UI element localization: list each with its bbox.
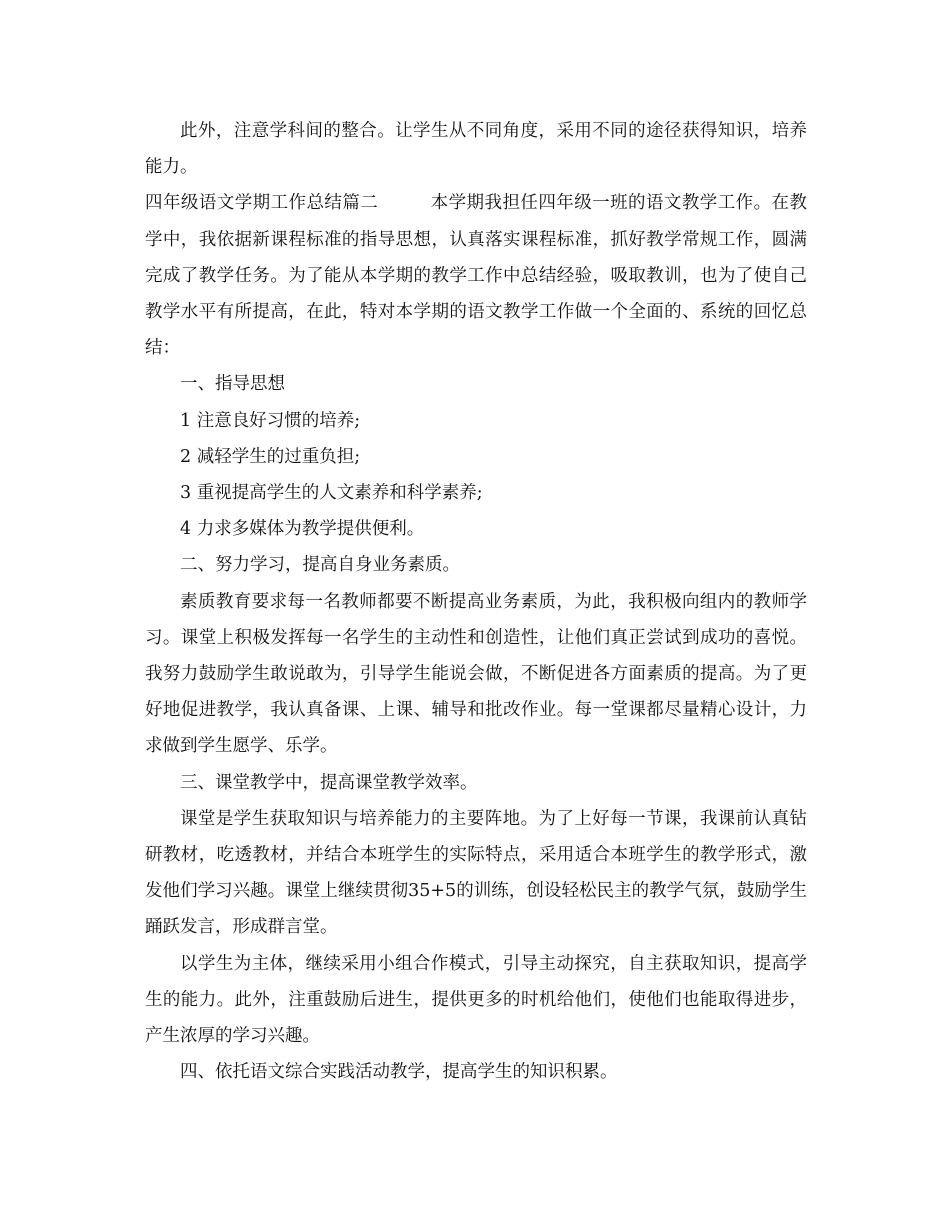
list-item-2: 2 减轻学生的过重负担; <box>180 446 361 467</box>
paragraph-student-centered: 以学生为主体，继续采用小组合作模式，引导主动探究，自主获取知识，提高学生的能力。此外，注重鼓励后进生，提供更多的时机给他们，使他们也能取得进步，产生浓厚的学习兴趣。 <box>145 953 807 1047</box>
list-item-4: 4 力求多媒体为教学提供便利。 <box>180 519 425 540</box>
section-title: 四年级语文学期工作总结篇二 <box>145 193 379 214</box>
paragraph-quality-education: 素质教育要求每一名教师都要不断提高业务素质，为此，我积极向组内的教师学习。课堂上积极发挥每一名学生的主动性和创造性，让他们真正尝试到成功的喜悦。我努力鼓励学生敢说敢为，引导学生能说会做，不断促进各方面素质的提高。为了更好地促进教学，我认真备课、上课、辅导和批改作业。每一堂课都尽量精心设计，力求做到学生愿学、乐学。 <box>145 591 807 757</box>
list-item-1: 1 注意良好习惯的培养; <box>180 410 361 431</box>
paragraph-classroom: 课堂是学生获取知识与培养能力的主要阵地。为了上好每一节课，我课前认真钻研教材，吃透教材，并结合本班学生的实际特点，采用适合本班学生的教学形式，激发他们学习兴趣。课堂上继续贯彻35+5的训练，创设轻松民主的教学气氛，鼓励学生踊跃发言，形成群言堂。 <box>145 808 807 938</box>
section-intro <box>145 185 807 366</box>
heading-practice-activities: 四、依托语文综合实践活动教学，提高学生的知识积累。 <box>180 1062 618 1083</box>
list-item-3: 3 重视提高学生的人文素养和科学素养; <box>180 483 483 504</box>
paragraph-intro: 本学期我担任四年级一班的语文教学工作。在教学中，我依据新课程标准的指导思想，认真落实课程标准，抓好教学常规工作，圆满完成了教学任务。为了能从本学期的教学工作中总结经验，吸取教训，也为了使自己教学水平有所提高，在此，特对本学期的语文教学工作做一个全面的、系统的回忆总结： <box>145 193 807 359</box>
document-body <box>145 113 807 1090</box>
heading-classroom-efficiency: 三、课堂教学中，提高课堂教学效率。 <box>180 772 478 793</box>
heading-guiding-ideas: 一、指导思想 <box>180 374 285 395</box>
paragraph-integration: 此外，注意学科间的整合。让学生从不同角度，采用不同的途径获得知识，培养能力。 <box>145 121 807 178</box>
heading-self-improvement: 二、努力学习，提高自身业务素质。 <box>180 555 460 576</box>
